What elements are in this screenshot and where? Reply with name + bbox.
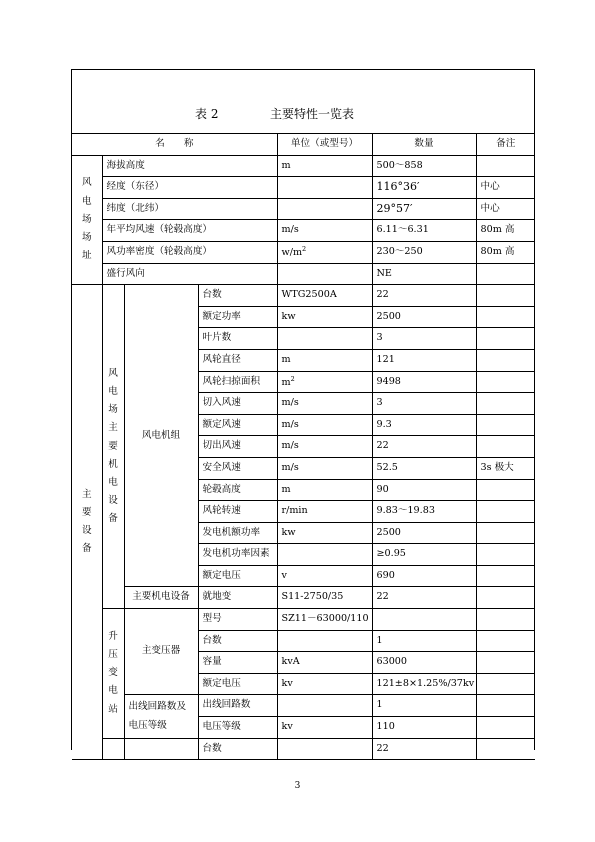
unit-cell — [277, 371, 372, 393]
qty-cell-text: 52.5 — [376, 461, 398, 473]
item-name — [198, 544, 277, 566]
qty-cell-text: ≥0.95 — [376, 548, 406, 560]
item-name-text: 台数 — [202, 742, 222, 754]
group-site-text: 风电场场址 — [81, 177, 92, 262]
item-name — [198, 630, 277, 652]
qty-cell — [372, 220, 476, 242]
item-name-text: 额定电压 — [202, 677, 241, 689]
unit-cell — [277, 479, 372, 501]
qty-cell-text: 3 — [376, 397, 383, 409]
qty-cell-text: 3 — [376, 332, 383, 344]
item-name-text: 纬度（北纬） — [106, 202, 165, 214]
unit-cell-text: kv — [281, 677, 293, 689]
item-name — [198, 306, 277, 328]
item-name — [198, 609, 277, 631]
header-row — [72, 134, 535, 155]
item-name — [198, 695, 277, 717]
item-name — [102, 177, 277, 199]
qty-cell — [372, 587, 476, 609]
qty-cell — [372, 177, 476, 199]
note-cell — [476, 155, 535, 177]
note-cell-text: 中心 — [480, 181, 500, 193]
table-row — [72, 587, 535, 609]
qty-cell — [372, 609, 476, 631]
qty-cell — [372, 241, 476, 263]
table-row — [72, 155, 535, 177]
item-name — [102, 198, 277, 220]
item-name-text: 就地变 — [202, 591, 232, 603]
qty-cell-text: 1 — [376, 634, 383, 646]
note-cell — [476, 673, 535, 695]
unit-superscript: 2 — [302, 244, 307, 253]
unit-cell — [277, 393, 372, 415]
item-name — [198, 328, 277, 350]
unit-cell-text: m/s — [281, 397, 299, 409]
qty-cell-text: 2500 — [376, 526, 401, 538]
note-cell — [476, 349, 535, 371]
group-site — [72, 155, 102, 285]
table-number: 表 2 — [195, 107, 219, 121]
unit-cell-text: kvA — [281, 656, 300, 668]
qty-cell-text: 9.83～19.83 — [376, 505, 435, 517]
item-name — [198, 414, 277, 436]
note-cell — [476, 544, 535, 566]
note-cell — [476, 328, 535, 350]
unit-cell — [277, 241, 372, 263]
qty-cell — [372, 717, 476, 739]
item-name — [102, 263, 277, 285]
item-name — [102, 220, 277, 242]
item-name — [102, 241, 277, 263]
unit-cell-text: SZ11－63000/110 — [281, 613, 369, 625]
qty-cell — [372, 393, 476, 415]
qty-cell — [372, 349, 476, 371]
unit-cell — [277, 673, 372, 695]
unit-cell — [277, 587, 372, 609]
transformer-label-text: 主变压器 — [141, 645, 181, 657]
item-name-text: 海拔高度 — [106, 159, 145, 171]
item-name-text: 轮毂高度 — [202, 483, 241, 495]
item-name-text: 台数 — [202, 289, 222, 301]
header-note-text: 备注 — [496, 138, 516, 150]
qty-cell-text: 22 — [376, 742, 389, 754]
header-unit-text: 单位（或型号） — [290, 138, 359, 150]
qty-cell — [372, 738, 476, 760]
item-name-text: 风轮扫掠面积 — [202, 375, 261, 387]
transformer-label — [124, 609, 198, 695]
item-name-text: 年平均风速（轮毂高度） — [106, 224, 213, 236]
note-cell — [476, 717, 535, 739]
qty-cell-text: 9.3 — [376, 418, 392, 430]
note-cell — [476, 457, 535, 479]
note-cell — [476, 177, 535, 199]
item-name — [198, 349, 277, 371]
qty-cell — [372, 436, 476, 458]
unit-cell — [277, 306, 372, 328]
qty-cell-text: 2500 — [376, 310, 401, 322]
item-name-text: 额定风速 — [202, 418, 241, 430]
item-name-text: 发电机功率因素 — [202, 548, 270, 560]
table-caption — [72, 70, 534, 134]
table-row — [72, 177, 535, 199]
table-title: 主要特性一览表 — [270, 107, 355, 121]
qty-cell — [372, 328, 476, 350]
note-cell — [476, 220, 535, 242]
qty-cell — [372, 673, 476, 695]
item-name — [198, 565, 277, 587]
note-cell — [476, 587, 535, 609]
note-cell — [476, 565, 535, 587]
note-cell — [476, 285, 535, 307]
group-windfarm-text: 风电场主要机电设备 — [108, 367, 118, 525]
qty-cell — [372, 263, 476, 285]
item-name-text: 盛行风向 — [106, 267, 145, 279]
note-cell — [476, 263, 535, 285]
unit-cell-text: m/s — [281, 418, 299, 430]
spec-table — [72, 134, 535, 760]
group-windfarm — [102, 285, 124, 609]
qty-cell — [372, 695, 476, 717]
qty-cell — [372, 371, 476, 393]
qty-cell — [372, 565, 476, 587]
unit-cell — [277, 738, 372, 760]
qty-cell-text: 29°57′ — [376, 202, 413, 216]
turbine-label-text: 风电机组 — [141, 429, 181, 441]
item-name — [198, 285, 277, 307]
unit-cell — [277, 155, 372, 177]
qty-cell-text: 116°36′ — [376, 180, 420, 194]
item-name-text: 叶片数 — [202, 332, 232, 344]
qty-cell — [372, 501, 476, 523]
unit-cell — [277, 630, 372, 652]
qty-cell-text: 1 — [376, 699, 383, 711]
item-name — [198, 479, 277, 501]
header-name-text: 名 称 — [155, 138, 194, 150]
qty-cell-text: 121±8×1.25%/37kv — [376, 677, 475, 689]
item-name — [198, 371, 277, 393]
qty-cell-text: 6.11～6.31 — [376, 224, 429, 236]
item-name — [198, 738, 277, 760]
unit-cell — [277, 349, 372, 371]
item-name-text: 风功率密度（轮毂高度） — [106, 245, 213, 257]
unit-superscript: 2 — [290, 374, 295, 383]
unit-cell-text: v — [281, 569, 287, 581]
unit-cell-text: WTG2500A — [281, 289, 337, 301]
unit-cell-text: m — [281, 159, 291, 171]
item-name-text: 容量 — [202, 656, 222, 668]
lines-label — [124, 695, 198, 738]
qty-cell — [372, 522, 476, 544]
unit-cell — [277, 457, 372, 479]
qty-cell — [372, 414, 476, 436]
unit-cell-text: m — [281, 353, 291, 365]
unit-cell — [277, 436, 372, 458]
unit-cell-text: w/m — [281, 246, 303, 258]
group-substation-text: 升压变电站 — [108, 630, 118, 715]
qty-cell-text: 690 — [376, 569, 395, 581]
item-name-text: 经度（东径） — [106, 181, 165, 193]
unit-cell-text: m — [281, 376, 291, 388]
mech-label — [124, 587, 198, 609]
table-frame — [71, 69, 535, 754]
header-qty — [372, 134, 476, 155]
table-row — [72, 241, 535, 263]
qty-cell-text: 90 — [376, 483, 389, 495]
item-name — [198, 652, 277, 674]
note-cell-text: 80m 高 — [480, 245, 515, 257]
unit-cell — [277, 328, 372, 350]
lines-label-text: 出线回路数及电压等级 — [128, 701, 187, 731]
unit-cell-text: kw — [281, 526, 296, 538]
table-row — [72, 738, 535, 760]
qty-cell-text: 230～250 — [376, 245, 423, 257]
qty-cell — [372, 306, 476, 328]
unit-cell-text: m/s — [281, 224, 299, 236]
qty-cell-text: 22 — [376, 440, 389, 452]
qty-cell-text: 22 — [376, 289, 389, 301]
item-name-text: 切入风速 — [202, 397, 241, 409]
table-row — [72, 695, 535, 717]
unit-cell — [277, 544, 372, 566]
item-name — [198, 673, 277, 695]
unit-cell-text: kv — [281, 721, 293, 733]
note-cell — [476, 306, 535, 328]
qty-cell — [372, 544, 476, 566]
note-cell — [476, 501, 535, 523]
qty-cell-text: 9498 — [376, 375, 401, 387]
note-cell — [476, 241, 535, 263]
qty-cell-text: 22 — [376, 591, 389, 603]
item-name-text: 出线回路数 — [202, 699, 251, 711]
unit-cell-text: m/s — [281, 440, 299, 452]
note-cell — [476, 436, 535, 458]
note-cell — [476, 371, 535, 393]
header-name — [72, 134, 277, 155]
header-note — [476, 134, 535, 155]
header-unit — [277, 134, 372, 155]
note-cell — [476, 414, 535, 436]
unit-cell-text: m — [281, 483, 291, 495]
item-name — [198, 522, 277, 544]
qty-cell — [372, 630, 476, 652]
unit-cell — [277, 501, 372, 523]
empty-cell — [124, 738, 198, 760]
page-number: 3 — [294, 781, 301, 791]
note-cell — [476, 652, 535, 674]
unit-cell — [277, 220, 372, 242]
unit-cell — [277, 263, 372, 285]
note-cell — [476, 198, 535, 220]
item-name — [198, 393, 277, 415]
item-name-text: 额定电压 — [202, 569, 241, 581]
table-row — [72, 263, 535, 285]
unit-cell-text: kw — [281, 310, 296, 322]
item-name-text: 台数 — [202, 634, 222, 646]
note-cell — [476, 738, 535, 760]
unit-cell — [277, 285, 372, 307]
item-name-text: 发电机额功率 — [202, 526, 261, 538]
table-row — [72, 609, 535, 631]
item-name-text: 额定功率 — [202, 310, 241, 322]
note-cell — [476, 695, 535, 717]
unit-cell — [277, 565, 372, 587]
group-substation — [102, 609, 124, 739]
unit-cell — [277, 609, 372, 631]
unit-cell — [277, 198, 372, 220]
item-name — [198, 436, 277, 458]
qty-cell — [372, 479, 476, 501]
qty-cell-text: 500～858 — [376, 159, 423, 171]
qty-cell — [372, 155, 476, 177]
item-name — [198, 717, 277, 739]
item-name — [198, 457, 277, 479]
table-row — [72, 198, 535, 220]
unit-cell — [277, 652, 372, 674]
item-name — [102, 155, 277, 177]
unit-cell-text: m/s — [281, 461, 299, 473]
unit-cell — [277, 717, 372, 739]
group-equipment — [72, 285, 102, 760]
table-row — [72, 220, 535, 242]
qty-cell — [372, 457, 476, 479]
note-cell — [476, 393, 535, 415]
note-cell — [476, 630, 535, 652]
qty-cell — [372, 198, 476, 220]
item-name-text: 风轮转速 — [202, 505, 241, 517]
note-cell-text: 3s 极大 — [480, 461, 514, 473]
item-name — [198, 587, 277, 609]
empty-cell — [102, 738, 124, 760]
item-name-text: 风轮直径 — [202, 353, 241, 365]
note-cell-text: 中心 — [480, 202, 500, 214]
turbine-label — [124, 285, 198, 587]
item-name-text: 安全风速 — [202, 461, 241, 473]
unit-cell-text: r/min — [281, 505, 308, 517]
unit-cell-text: S11-2750/35 — [281, 591, 344, 603]
table-row — [72, 285, 535, 307]
group-equipment-text: 主要设备 — [81, 488, 92, 555]
item-name — [198, 501, 277, 523]
item-name-text: 型号 — [202, 613, 222, 625]
qty-cell — [372, 285, 476, 307]
unit-cell — [277, 522, 372, 544]
header-qty-text: 数量 — [414, 138, 434, 150]
item-name-text: 切出风速 — [202, 440, 241, 452]
mech-label-text: 主要机电设备 — [132, 591, 190, 603]
note-cell — [476, 479, 535, 501]
qty-cell-text: NE — [376, 267, 392, 279]
qty-cell-text: 121 — [376, 353, 395, 365]
unit-cell — [277, 695, 372, 717]
note-cell — [476, 522, 535, 544]
note-cell-text: 80m 高 — [480, 224, 515, 236]
qty-cell-text: 110 — [376, 721, 395, 733]
qty-cell — [372, 652, 476, 674]
unit-cell — [277, 414, 372, 436]
item-name-text: 电压等级 — [202, 721, 241, 733]
unit-cell — [277, 177, 372, 199]
note-cell — [476, 609, 535, 631]
qty-cell-text: 63000 — [376, 656, 408, 668]
